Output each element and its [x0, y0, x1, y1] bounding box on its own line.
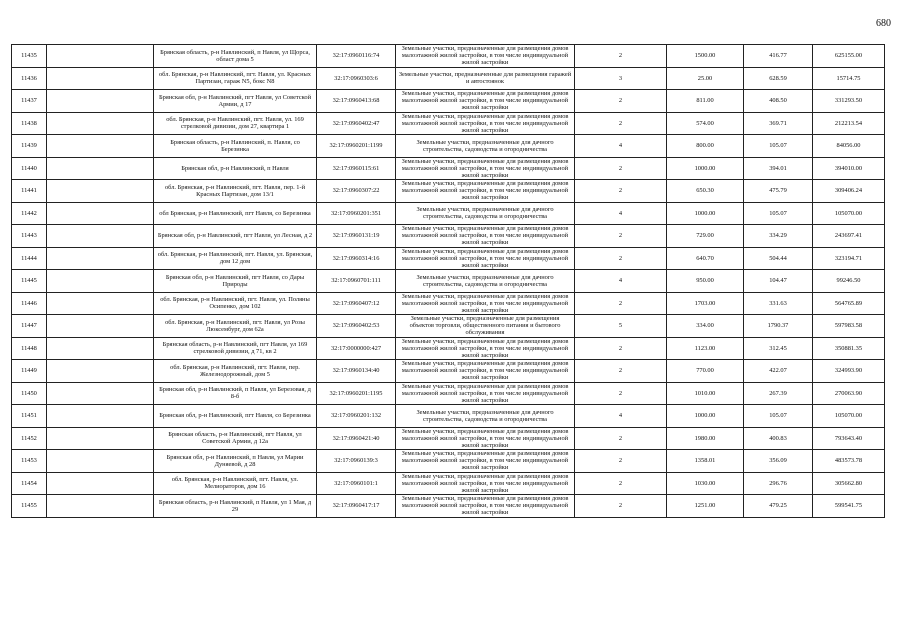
- specific-value-cell: 267.39: [744, 382, 813, 405]
- empty-cell: [47, 337, 154, 360]
- area-cell: 770.00: [667, 360, 744, 383]
- land-use-cell: Земельные участки, предназначенные для размещения объектов торговли, общественного питания и бытового обслуживания: [396, 315, 575, 338]
- cadastral-number-cell: 32:17:0960407:12: [317, 292, 396, 315]
- page-number: 680: [876, 18, 891, 29]
- use-group-cell: 2: [575, 472, 667, 495]
- row-number-cell: 11446: [12, 292, 47, 315]
- area-cell: 640.70: [667, 247, 744, 270]
- address-cell: Брянская область, р-н Навлинский, пгт Навля, ул 169 стрелковой дивизии, д 71, кв 2: [154, 337, 317, 360]
- table-row: [12, 450, 885, 473]
- row-number-cell: 11441: [12, 180, 47, 203]
- empty-cell: [47, 472, 154, 495]
- land-use-cell: Земельные участки, предназначенные для дачного строительства, садоводства и огородничества: [396, 135, 575, 158]
- cadastral-value-cell: 625155.00: [813, 45, 885, 68]
- row-number-cell: 11436: [12, 67, 47, 90]
- specific-value-cell: 628.59: [744, 67, 813, 90]
- area-cell: 1500.00: [667, 45, 744, 68]
- use-group-cell: 5: [575, 315, 667, 338]
- land-use-cell: Земельные участки, предназначенные для размещения домов малоэтажной жилой застройки, в том числе индивидуальной жилой застройки: [396, 247, 575, 270]
- specific-value-cell: 408.50: [744, 90, 813, 113]
- row-number-cell: 11442: [12, 202, 47, 225]
- specific-value-cell: 105.07: [744, 405, 813, 428]
- specific-value-cell: 394.01: [744, 157, 813, 180]
- use-group-cell: 2: [575, 90, 667, 113]
- area-cell: 1251.00: [667, 495, 744, 518]
- row-number-cell: 11448: [12, 337, 47, 360]
- use-group-cell: 3: [575, 67, 667, 90]
- cadastral-number-cell: 32:17:0960201:351: [317, 202, 396, 225]
- row-number-cell: 11435: [12, 45, 47, 68]
- cadastral-value-cell: 15714.75: [813, 67, 885, 90]
- address-cell: обл. Брянская, р-н Навлинский, пгт. Навля, ул. Брянская, дом 12 дом: [154, 247, 317, 270]
- use-group-cell: 2: [575, 292, 667, 315]
- table-row: [12, 135, 885, 158]
- specific-value-cell: 356.09: [744, 450, 813, 473]
- specific-value-cell: 416.77: [744, 45, 813, 68]
- specific-value-cell: 105.07: [744, 202, 813, 225]
- cadastral-value-cell: 309406.24: [813, 180, 885, 203]
- address-cell: Брянская обл, р-н Навлинский, п Навля, ул Марии Дуняевой, д 28: [154, 450, 317, 473]
- address-cell: обл Брянская, р-н Навлинский, пгт Навля, со Березинка: [154, 202, 317, 225]
- specific-value-cell: 1790.37: [744, 315, 813, 338]
- table-row: [12, 495, 885, 518]
- row-number-cell: 11452: [12, 427, 47, 450]
- land-use-cell: Земельные участки, предназначенные для размещения домов малоэтажной жилой застройки, в том числе индивидуальной жилой застройки: [396, 180, 575, 203]
- row-number-cell: 11440: [12, 157, 47, 180]
- specific-value-cell: 422.07: [744, 360, 813, 383]
- area-cell: 1358.01: [667, 450, 744, 473]
- cadastral-number-cell: 32:17:0960139:3: [317, 450, 396, 473]
- cadastral-number-cell: 32:17:0960402:53: [317, 315, 396, 338]
- area-cell: 1000.00: [667, 405, 744, 428]
- table-row: [12, 270, 885, 293]
- row-number-cell: 11439: [12, 135, 47, 158]
- cadastral-value-cell: 212213.54: [813, 112, 885, 135]
- empty-cell: [47, 427, 154, 450]
- cadastral-value-cell: 243697.41: [813, 225, 885, 248]
- row-number-cell: 11437: [12, 90, 47, 113]
- use-group-cell: 2: [575, 180, 667, 203]
- table-row: [12, 90, 885, 113]
- row-number-cell: 11445: [12, 270, 47, 293]
- land-use-cell: Земельные участки, предназначенные для размещения домов малоэтажной жилой застройки, в том числе индивидуальной жилой застройки: [396, 450, 575, 473]
- empty-cell: [47, 405, 154, 428]
- row-number-cell: 11455: [12, 495, 47, 518]
- table-row: [12, 112, 885, 135]
- cadastral-number-cell: 32:17:0000000:427: [317, 337, 396, 360]
- area-cell: 650.30: [667, 180, 744, 203]
- cadastral-number-cell: 32:17:0960131:19: [317, 225, 396, 248]
- address-cell: Брянская обл, р-н Навлинский, пгт Навля, ул Лесная, д 2: [154, 225, 317, 248]
- specific-value-cell: 104.47: [744, 270, 813, 293]
- specific-value-cell: 296.76: [744, 472, 813, 495]
- empty-cell: [47, 270, 154, 293]
- use-group-cell: 2: [575, 112, 667, 135]
- cadastral-number-cell: 32:17:0960101:1: [317, 472, 396, 495]
- area-cell: 1030.00: [667, 472, 744, 495]
- table-row: [12, 337, 885, 360]
- table-row: [12, 67, 885, 90]
- cadastral-value-cell: 350881.35: [813, 337, 885, 360]
- use-group-cell: 2: [575, 337, 667, 360]
- use-group-cell: 2: [575, 45, 667, 68]
- address-cell: обл. Брянская, р-н Навлинский, пгт. Навля, ул. Мелиораторов, дом 16: [154, 472, 317, 495]
- cadastral-value-table: [11, 44, 885, 518]
- cadastral-value-cell: 105070.00: [813, 405, 885, 428]
- row-number-cell: 11450: [12, 382, 47, 405]
- table-row: [12, 382, 885, 405]
- land-use-cell: Земельные участки, предназначенные для размещения домов малоэтажной жилой застройки, в том числе индивидуальной жилой застройки: [396, 112, 575, 135]
- area-cell: 729.00: [667, 225, 744, 248]
- land-use-cell: Земельные участки, предназначенные для размещения домов малоэтажной жилой застройки, в том числе индивидуальной жилой застройки: [396, 495, 575, 518]
- row-number-cell: 11449: [12, 360, 47, 383]
- empty-cell: [47, 112, 154, 135]
- area-cell: 1010.00: [667, 382, 744, 405]
- use-group-cell: 2: [575, 382, 667, 405]
- land-use-cell: Земельные участки, предназначенные для размещения домов малоэтажной жилой застройки, в том числе индивидуальной жилой застройки: [396, 472, 575, 495]
- row-number-cell: 11451: [12, 405, 47, 428]
- land-use-cell: Земельные участки, предназначенные для размещения домов малоэтажной жилой застройки, в том числе индивидуальной жилой застройки: [396, 157, 575, 180]
- land-use-cell: Земельные участки, предназначенные для дачного строительства, садоводства и огородничества: [396, 405, 575, 428]
- area-cell: 1000.00: [667, 157, 744, 180]
- cadastral-value-cell: 483573.78: [813, 450, 885, 473]
- cadastral-number-cell: 32:17:0960413:68: [317, 90, 396, 113]
- land-use-cell: Земельные участки, предназначенные для размещения гаражей и автостоянок: [396, 67, 575, 90]
- empty-cell: [47, 292, 154, 315]
- specific-value-cell: 331.63: [744, 292, 813, 315]
- specific-value-cell: 504.44: [744, 247, 813, 270]
- cadastral-value-cell: 394010.00: [813, 157, 885, 180]
- cadastral-number-cell: 32:17:0960134:40: [317, 360, 396, 383]
- land-use-cell: Земельные участки, предназначенные для размещения домов малоэтажной жилой застройки, в том числе индивидуальной жилой застройки: [396, 427, 575, 450]
- cadastral-number-cell: 32:17:0960201:132: [317, 405, 396, 428]
- area-cell: 811.00: [667, 90, 744, 113]
- area-cell: 1000.00: [667, 202, 744, 225]
- empty-cell: [47, 157, 154, 180]
- row-number-cell: 11453: [12, 450, 47, 473]
- empty-cell: [47, 225, 154, 248]
- empty-cell: [47, 360, 154, 383]
- use-group-cell: 2: [575, 495, 667, 518]
- area-cell: 1123.00: [667, 337, 744, 360]
- cadastral-number-cell: 32:17:0960201:1195: [317, 382, 396, 405]
- cadastral-number-cell: 32:17:0960402:47: [317, 112, 396, 135]
- land-use-cell: Земельные участки, предназначенные для размещения домов малоэтажной жилой застройки, в том числе индивидуальной жилой застройки: [396, 360, 575, 383]
- specific-value-cell: 369.71: [744, 112, 813, 135]
- address-cell: обл. Брянская, р-н Навлинский, пгт. Навля, пер. 1-й Красных Партизан, дом 13/1: [154, 180, 317, 203]
- address-cell: Брянская обл, р-н Навлинский, пгт Навля, со Дары Природы: [154, 270, 317, 293]
- table-row: [12, 225, 885, 248]
- table-row: [12, 360, 885, 383]
- use-group-cell: 4: [575, 202, 667, 225]
- row-number-cell: 11454: [12, 472, 47, 495]
- use-group-cell: 2: [575, 427, 667, 450]
- land-use-cell: Земельные участки, предназначенные для дачного строительства, садоводства и огородничества: [396, 270, 575, 293]
- address-cell: Брянская область, р-н Навлинский, п Навля, ул Щорса, област дома 5: [154, 45, 317, 68]
- row-number-cell: 11447: [12, 315, 47, 338]
- address-cell: Брянская область, р-н Навлинский, пгт Навля, ул Советской Армии, д 12а: [154, 427, 317, 450]
- use-group-cell: 2: [575, 360, 667, 383]
- empty-cell: [47, 45, 154, 68]
- land-use-cell: Земельные участки, предназначенные для размещения домов малоэтажной жилой застройки, в том числе индивидуальной жилой застройки: [396, 90, 575, 113]
- cadastral-value-cell: 305662.80: [813, 472, 885, 495]
- table-row: [12, 427, 885, 450]
- specific-value-cell: 475.79: [744, 180, 813, 203]
- address-cell: Брянская обл, р-н Навлинский, п Навля: [154, 157, 317, 180]
- table-row: [12, 292, 885, 315]
- specific-value-cell: 105.07: [744, 135, 813, 158]
- specific-value-cell: 334.29: [744, 225, 813, 248]
- empty-cell: [47, 135, 154, 158]
- row-number-cell: 11443: [12, 225, 47, 248]
- cadastral-number-cell: 32:17:0960201:1199: [317, 135, 396, 158]
- cadastral-number-cell: 32:17:0960417:17: [317, 495, 396, 518]
- address-cell: Брянская область, р-н Навлинский, п Навля, ул 1 Мая, д 29: [154, 495, 317, 518]
- land-use-cell: Земельные участки, предназначенные для размещения домов малоэтажной жилой застройки, в том числе индивидуальной жилой застройки: [396, 292, 575, 315]
- address-cell: обл. Брянская, р-н Навлинский, пгт. Навля, ул. Красных Партизан, гараж N5, бокс N8: [154, 67, 317, 90]
- land-use-cell: Земельные участки, предназначенные для размещения домов малоэтажной жилой застройки, в том числе индивидуальной жилой застройки: [396, 337, 575, 360]
- table-row: [12, 315, 885, 338]
- cadastral-number-cell: 32:17:0960115:61: [317, 157, 396, 180]
- table-row: [12, 157, 885, 180]
- specific-value-cell: 479.25: [744, 495, 813, 518]
- address-cell: Брянская область, р-н Навлинский, п. Навля, со Березинка: [154, 135, 317, 158]
- use-group-cell: 2: [575, 157, 667, 180]
- use-group-cell: 2: [575, 450, 667, 473]
- use-group-cell: 4: [575, 405, 667, 428]
- empty-cell: [47, 247, 154, 270]
- table-row: [12, 405, 885, 428]
- cadastral-number-cell: 32:17:0960303:6: [317, 67, 396, 90]
- land-use-cell: Земельные участки, предназначенные для дачного строительства, садоводства и огородничества: [396, 202, 575, 225]
- use-group-cell: 2: [575, 225, 667, 248]
- land-use-cell: Земельные участки, предназначенные для размещения домов малоэтажной жилой застройки, в том числе индивидуальной жилой застройки: [396, 225, 575, 248]
- area-cell: 574.00: [667, 112, 744, 135]
- use-group-cell: 4: [575, 135, 667, 158]
- cadastral-value-cell: 270063.90: [813, 382, 885, 405]
- empty-cell: [47, 67, 154, 90]
- area-cell: 950.00: [667, 270, 744, 293]
- cadastral-value-cell: 331293.50: [813, 90, 885, 113]
- cadastral-number-cell: 32:17:0960307:22: [317, 180, 396, 203]
- empty-cell: [47, 180, 154, 203]
- empty-cell: [47, 382, 154, 405]
- table-body: [12, 45, 885, 518]
- cadastral-value-cell: 599541.75: [813, 495, 885, 518]
- table-row: [12, 180, 885, 203]
- cadastral-value-cell: 105070.00: [813, 202, 885, 225]
- cadastral-number-cell: 32:17:0960314:16: [317, 247, 396, 270]
- land-use-cell: Земельные участки, предназначенные для размещения домов малоэтажной жилой застройки, в том числе индивидуальной жилой застройки: [396, 45, 575, 68]
- address-cell: Брянская обл, р-н Навлинский, п Навля, ул Березовая, д 8-б: [154, 382, 317, 405]
- specific-value-cell: 312.45: [744, 337, 813, 360]
- area-cell: 334.00: [667, 315, 744, 338]
- table-row: [12, 45, 885, 68]
- empty-cell: [47, 315, 154, 338]
- cadastral-value-cell: 597983.58: [813, 315, 885, 338]
- address-cell: Брянская обл, р-н Навлинский, пгт Навля, ул Советской Армии, д 17: [154, 90, 317, 113]
- cadastral-value-cell: 84056.00: [813, 135, 885, 158]
- table-row: [12, 472, 885, 495]
- empty-cell: [47, 450, 154, 473]
- area-cell: 800.00: [667, 135, 744, 158]
- area-cell: 25.00: [667, 67, 744, 90]
- empty-cell: [47, 90, 154, 113]
- cadastral-number-cell: 32:17:0960116:74: [317, 45, 396, 68]
- row-number-cell: 11438: [12, 112, 47, 135]
- area-cell: 1703.00: [667, 292, 744, 315]
- address-cell: Брянская обл, р-н Навлинский, пгт Навля, со Березинка: [154, 405, 317, 428]
- empty-cell: [47, 495, 154, 518]
- cadastral-value-cell: 99246.50: [813, 270, 885, 293]
- address-cell: обл. Брянская, р-н Навлинский, пгт. Навля, ул. 169 стрелковой дивизии, дом 27, квартира 1: [154, 112, 317, 135]
- table-row: [12, 247, 885, 270]
- cadastral-value-cell: 564765.89: [813, 292, 885, 315]
- row-number-cell: 11444: [12, 247, 47, 270]
- use-group-cell: 2: [575, 247, 667, 270]
- table-row: [12, 202, 885, 225]
- address-cell: обл. Брянская, р-н Навлинский, пгт. Навля, ул Розы Люксембург, дом 62а: [154, 315, 317, 338]
- address-cell: обл. Брянская, р-н Навлинский, пгт. Навля, пер. Железнодорожный, дом 5: [154, 360, 317, 383]
- specific-value-cell: 400.83: [744, 427, 813, 450]
- cadastral-value-cell: 324993.90: [813, 360, 885, 383]
- cadastral-number-cell: 32:17:0960421:40: [317, 427, 396, 450]
- cadastral-number-cell: 32:17:0960701:111: [317, 270, 396, 293]
- use-group-cell: 4: [575, 270, 667, 293]
- land-use-cell: Земельные участки, предназначенные для размещения домов малоэтажной жилой застройки, в том числе индивидуальной жилой застройки: [396, 382, 575, 405]
- address-cell: обл. Брянская, р-н Навлинский, пгт. Навля, ул. Поляны Осипенко, дом 102: [154, 292, 317, 315]
- area-cell: 1980.00: [667, 427, 744, 450]
- empty-cell: [47, 202, 154, 225]
- cadastral-value-cell: 323194.71: [813, 247, 885, 270]
- cadastral-value-cell: 793643.40: [813, 427, 885, 450]
